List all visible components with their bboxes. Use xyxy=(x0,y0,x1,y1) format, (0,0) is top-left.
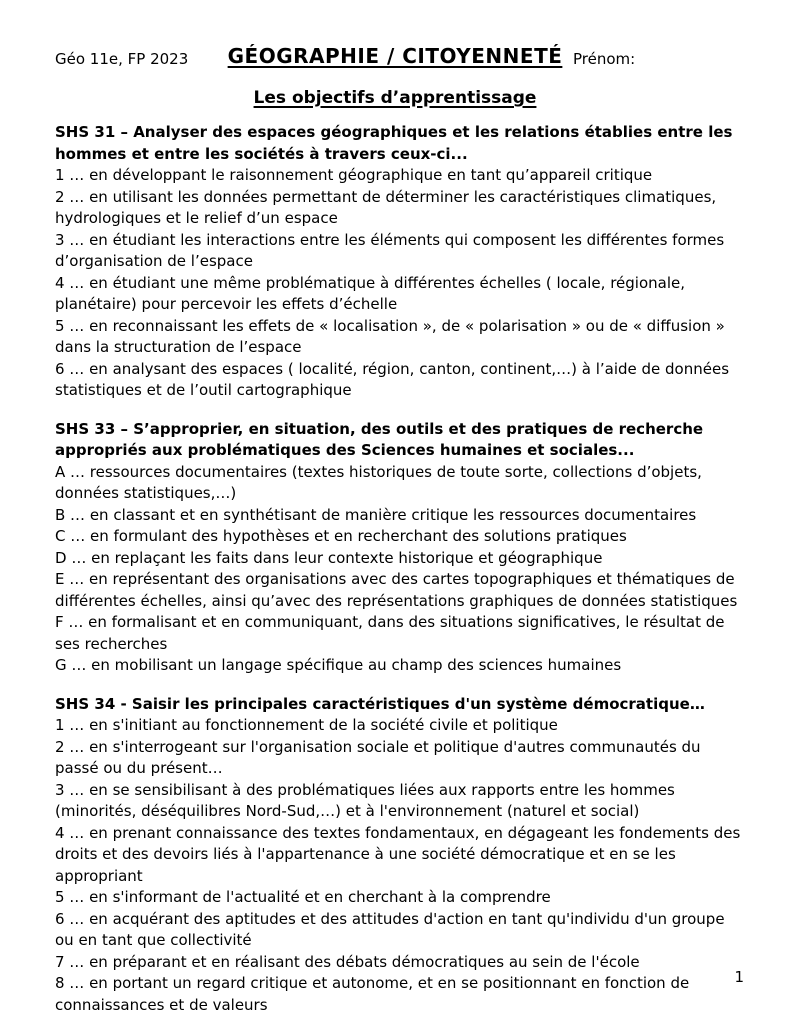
objective-item: C … en formulant des hypothèses et en recherchant des solutions pratiques xyxy=(55,527,627,545)
objective-item: A … ressources documentaires (textes historiques de toute sorte, collections d’objets, données statistiques,…) xyxy=(55,462,702,502)
section-shs33 xyxy=(55,419,743,677)
objective-item: 6 … en acquérant des aptitudes et des attitudes d'action en tant qu'individu d'un groupe ou en tant que collectivité xyxy=(55,909,725,949)
objective-item: 3 … en étudiant les interactions entre les éléments qui composent les différentes formes d’organisation de l’espace xyxy=(55,230,725,270)
page-subtitle: Les objectifs d’apprentissage xyxy=(253,88,537,108)
objective-item: 1 … en s'initiant au fonctionnement de la société civile et politique xyxy=(55,716,558,734)
section-shs31 xyxy=(55,122,743,402)
objective-item: 5 … en reconnaissant les effets de « localisation », de « polarisation » ou de « diffusion » dans la structuration de l’espace xyxy=(55,316,725,356)
course-label: Géo 11e, FP 2023 xyxy=(55,50,189,68)
document-body xyxy=(55,122,743,1016)
page-number: 1 xyxy=(734,968,744,986)
objective-item: D … en replaçant les faits dans leur contexte historique et géographique xyxy=(55,548,603,567)
student-name-label: Prénom: xyxy=(573,50,636,68)
section-heading-shs34: SHS 34 - Saisir les principales caractéristiques d'un système démocratique… xyxy=(55,694,705,713)
objective-item: 6 … en analysant des espaces ( localité, région, canton, continent,…) à l’aide de données statistiques et de l’outil cartographique xyxy=(55,359,730,399)
section-shs34 xyxy=(55,694,743,1017)
objective-item: 4 … en étudiant une même problématique à différentes échelles ( locale, régionale, planétaire) pour percevoir les effets d’échelle xyxy=(55,273,685,313)
objective-item: 2 … en s'interrogeant sur l'organisation sociale et politique d'autres communautés du passé ou du présent… xyxy=(55,737,701,777)
document-title: GÉOGRAPHIE / CITOYENNETÉ xyxy=(227,44,563,68)
objective-item: 5 … en s'informant de l'actualité et en cherchant à la comprendre xyxy=(55,888,551,906)
section-heading-shs31: SHS 31 – Analyser des espaces géographiques et les relations établies entre les hommes et entre les sociétés à travers ceux-ci... xyxy=(55,123,733,163)
objective-item: 1 … en développant le raisonnement géographique en tant qu’appareil critique xyxy=(55,166,653,184)
objective-item: 4 … en prenant connaissance des textes fondamentaux, en dégageant les fondements des droits et des devoirs liés à l'appartenance à une société démocratique et en se les appropriant xyxy=(55,823,741,885)
objective-item: 3 … en se sensibilisant à des problématiques liées aux rapports entre les hommes (minorités, déséquilibres Nord-Sud,…) et à l'environnement (naturel et social) xyxy=(55,780,675,820)
objective-item: 7 … en préparant et en réalisant des débats démocratiques au sein de l'école xyxy=(55,952,640,971)
objective-item: B … en classant et en synthétisant de manière critique les ressources documentaires xyxy=(55,505,697,524)
objective-item: G … en mobilisant un langage spécifique au champ des sciences humaines xyxy=(55,656,622,674)
objective-item: F … en formalisant et en communiquant, dans des situations significatives, le résultat de ses recherches xyxy=(55,613,725,653)
objective-item: E … en représentant des organisations avec des cartes topographiques et thématiques de différentes échelles, ainsi qu’avec des représentations graphiques de données statistiques xyxy=(55,570,738,610)
objective-item: 2 … en utilisant les données permettant de déterminer les caractéristiques climatiques, hydrologiques et le relief d’un espace xyxy=(55,187,717,227)
objective-item: 8 … en portant un regard critique et autonome, et en se positionnant en fonction de connaissances et de valeurs xyxy=(55,974,690,1014)
section-heading-shs33: SHS 33 – S’approprier, en situation, des outils et des pratiques de recherche appropriés aux problématiques des Sciences humaines et sociales... xyxy=(55,419,704,459)
